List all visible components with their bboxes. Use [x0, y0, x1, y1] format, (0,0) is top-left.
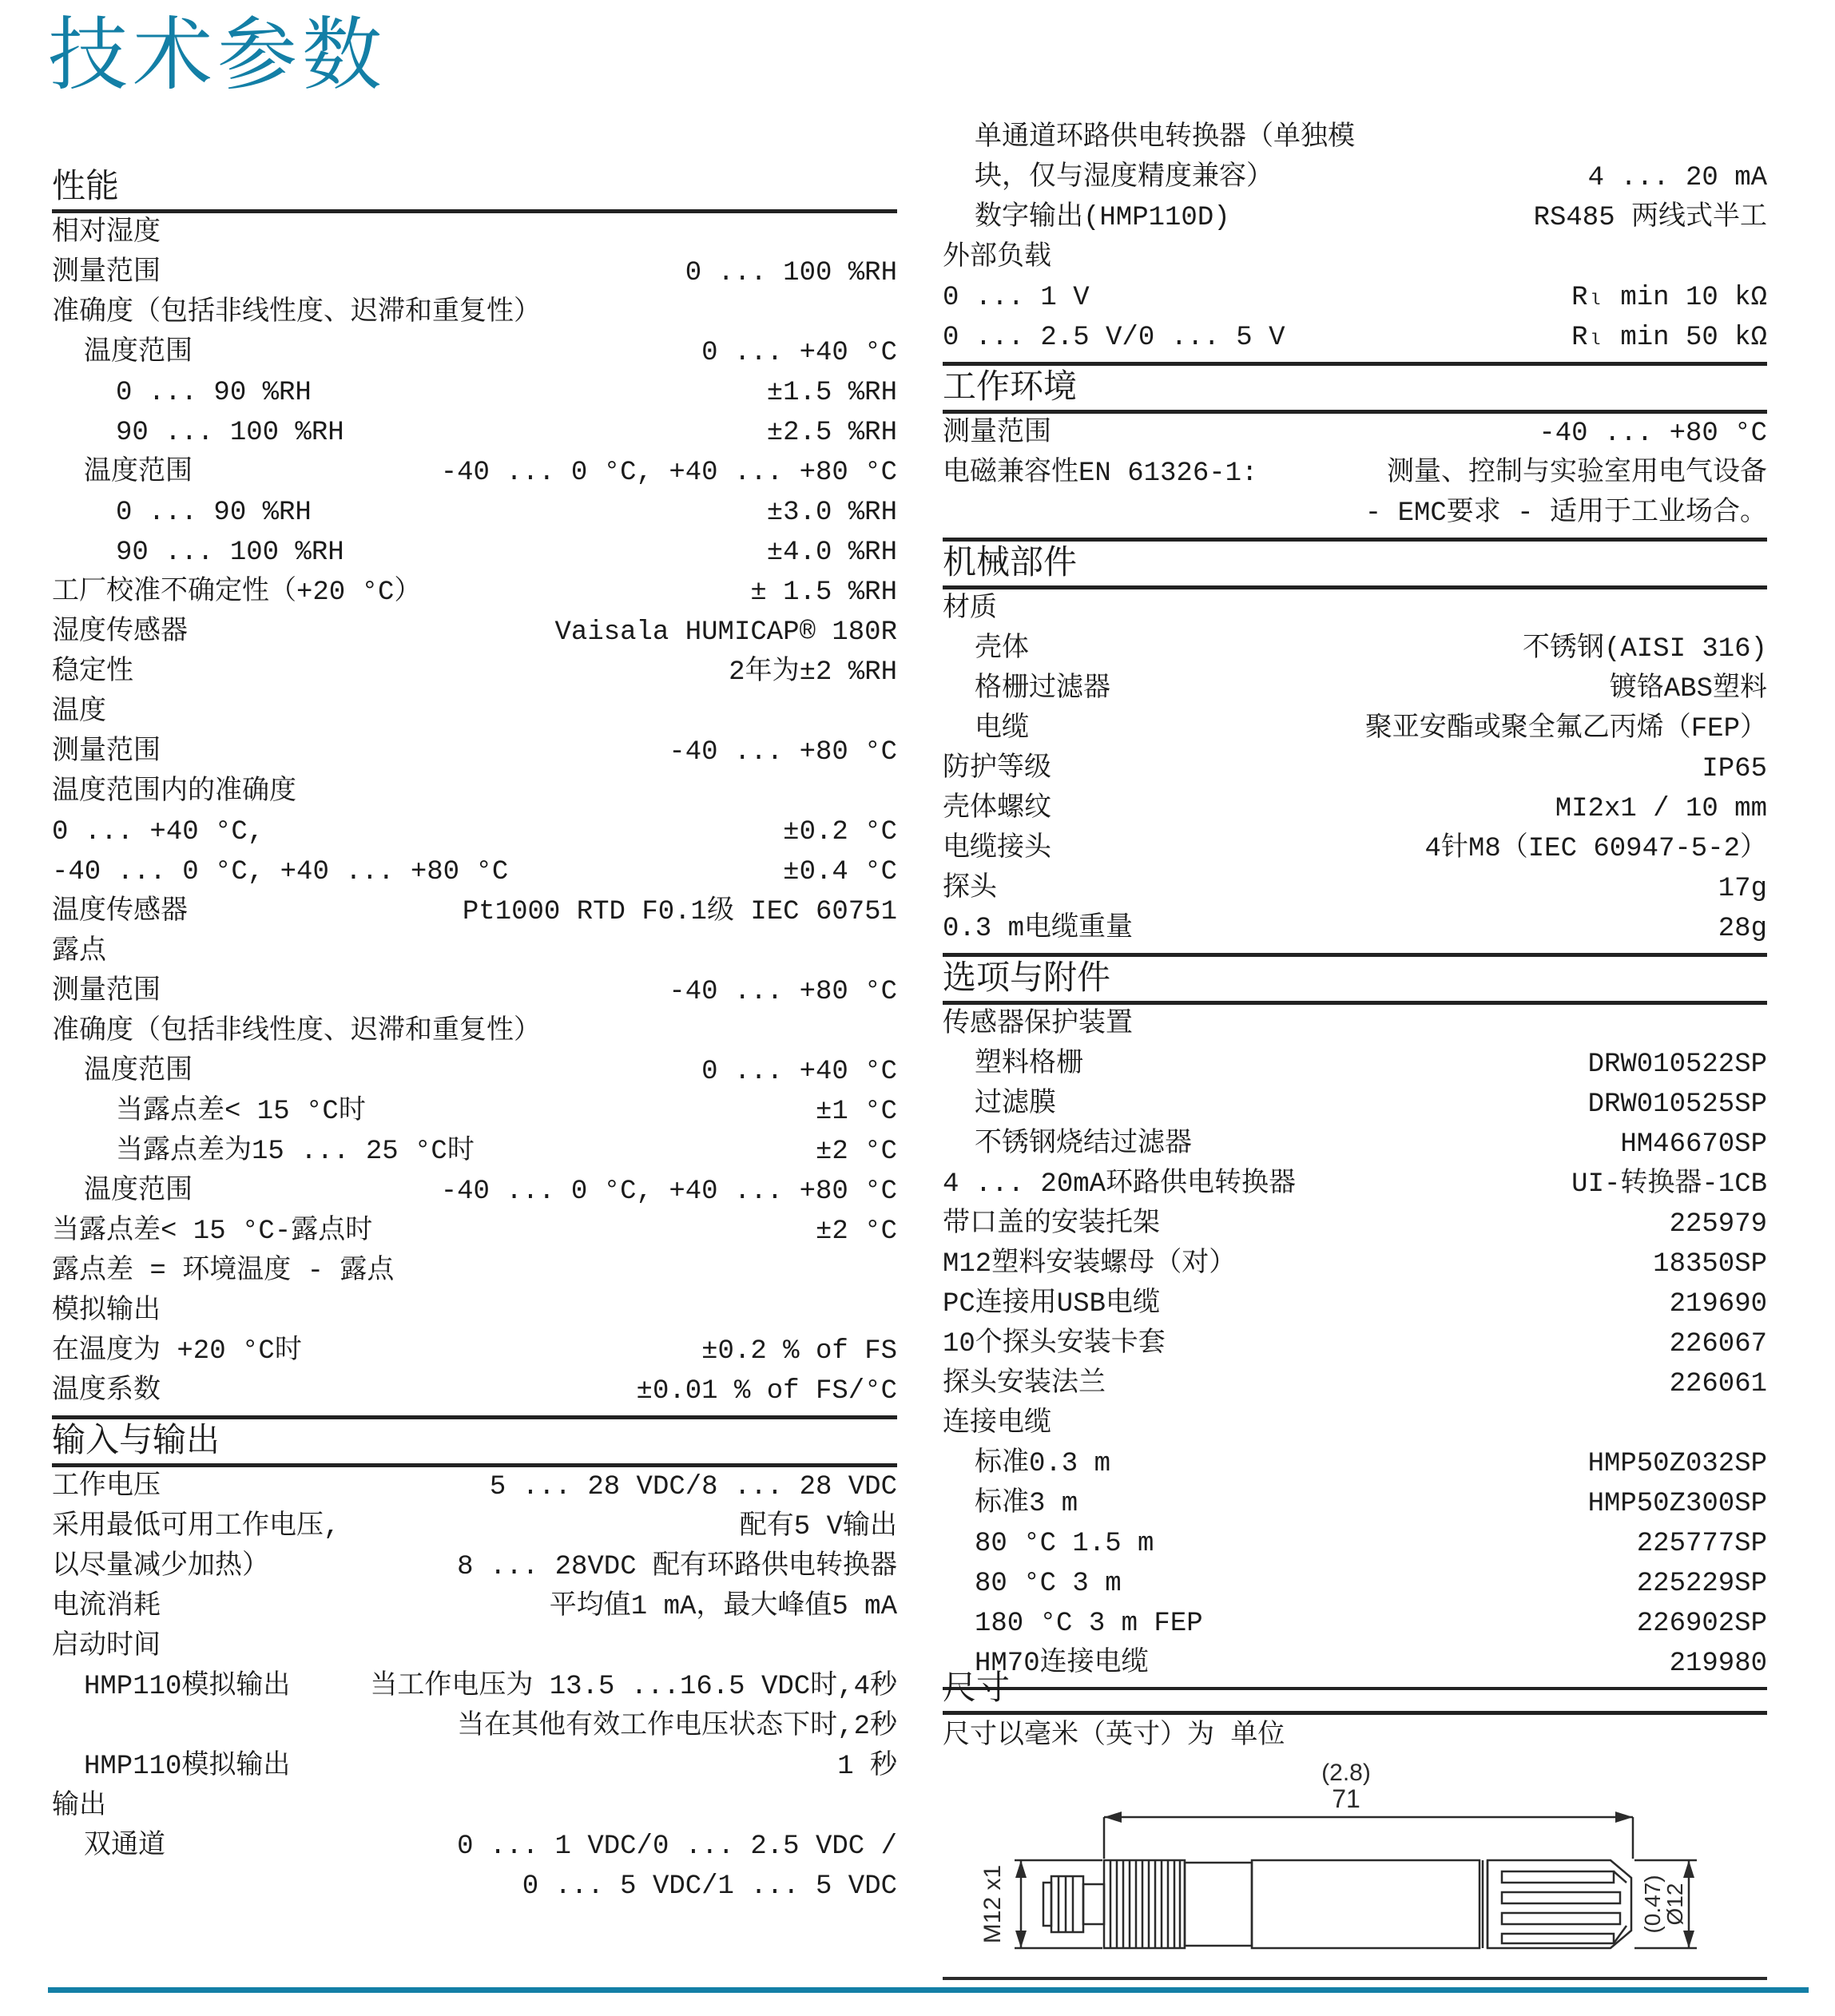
spec-value: 4 ... 20 mA	[1587, 163, 1767, 193]
spec-row	[52, 732, 897, 772]
spec-label: 工作电压	[52, 1472, 161, 1502]
spec-value: 226902SP	[1636, 1609, 1767, 1639]
spec-value: 226067	[1669, 1329, 1767, 1359]
diameter-inch-label: (0.47)	[1640, 1875, 1665, 1934]
spec-value: ±2 °C	[815, 1216, 897, 1247]
spec-row	[943, 454, 1767, 494]
spec-value: Rₗ min 50 kΩ	[1571, 323, 1767, 353]
spec-row	[52, 932, 897, 972]
spec-value: ±0.01 % of FS/°C	[636, 1376, 897, 1407]
probe-dimension-drawing	[943, 1756, 1767, 1972]
spec-value	[1133, 1005, 1767, 1045]
section-title: 性能	[52, 165, 897, 213]
spec-label: 标准3 m	[975, 1489, 1078, 1519]
spec-row	[52, 493, 897, 533]
spec-value: ±0.2 °C	[783, 817, 897, 847]
spec-value	[394, 1252, 897, 1292]
spec-label: 当露点差为15 ... 25 °C时	[116, 1137, 475, 1167]
section-title: 工作环境	[943, 362, 1767, 414]
section-title: 尺寸	[943, 1667, 1767, 1715]
spec-label: 0 ... 1 V	[943, 283, 1090, 313]
spec-row	[52, 1667, 897, 1707]
spec-label: 模拟输出	[52, 1296, 161, 1327]
spec-label: 露点差 = 环境温度 - 露点	[52, 1256, 395, 1287]
spec-value: Pt1000 RTD F0.1级 IEC 60751	[462, 897, 897, 927]
dimensions-section	[943, 1663, 1767, 1980]
spec-value: MI2x1 / 10 mm	[1555, 794, 1767, 824]
spec-label: 温度	[52, 697, 106, 728]
spec-label: 单通道环路供电转换器（单独模	[975, 123, 1355, 153]
spec-value: 0 ... 1 VDC/0 ... 2.5 VDC /	[457, 1831, 897, 1862]
spec-label: 电流消耗	[52, 1592, 161, 1622]
spec-row	[943, 1045, 1767, 1085]
diameter-mm-label: Ø12	[1662, 1883, 1687, 1926]
spec-value: DRW010525SP	[1587, 1089, 1767, 1120]
spec-label: 带口盖的安装托架	[943, 1209, 1160, 1240]
spec-row	[52, 1507, 897, 1547]
spec-value: ±0.4 °C	[783, 857, 897, 887]
spec-label: 0.3 m电缆重量	[943, 914, 1134, 944]
spec-row	[943, 1284, 1767, 1324]
spec-label: 准确度（包括非线性度、迟滞和重复性）	[52, 298, 541, 328]
spec-row	[52, 1867, 897, 1907]
spec-label: 0 ... 90 %RH	[116, 378, 312, 408]
spec-value	[161, 1627, 897, 1667]
spec-row	[52, 1052, 897, 1092]
spec-value: ±4.0 %RH	[766, 538, 897, 568]
spec-row	[52, 333, 897, 373]
spec-label: 温度范围	[84, 1177, 193, 1207]
section-title: 机械部件	[943, 538, 1767, 589]
spec-value	[106, 932, 897, 972]
spec-label: 测量范围	[52, 737, 161, 768]
spec-label: 块，仅与湿度精度兼容）	[975, 163, 1273, 193]
spec-label: 10个探头安装卡套	[943, 1329, 1166, 1359]
spec-label: 格栅过滤器	[975, 674, 1110, 704]
spec-row	[943, 1604, 1767, 1644]
spec-label: 0 ... 90 %RH	[116, 498, 312, 528]
spec-row	[943, 1564, 1767, 1604]
spec-value: HMP50Z032SP	[1587, 1449, 1767, 1479]
spec-row	[943, 829, 1767, 869]
spec-value: 226061	[1669, 1369, 1767, 1399]
spec-label: 探头	[943, 874, 997, 904]
spec-value	[161, 1292, 897, 1331]
spec-value: -40 ... +80 °C	[669, 977, 897, 1007]
spec-value: 17g	[1718, 874, 1767, 904]
spec-value: -40 ... +80 °C	[1539, 419, 1767, 449]
spec-row	[943, 1484, 1767, 1524]
spec-value	[296, 772, 897, 812]
spec-label: 启动时间	[52, 1632, 161, 1662]
spec-row	[943, 1085, 1767, 1125]
spec-row	[52, 253, 897, 293]
spec-row	[52, 1787, 897, 1827]
spec-label: 测量范围	[52, 258, 161, 288]
spec-value: 测量、控制与实验室用电气设备	[1387, 458, 1767, 489]
spec-row	[52, 1627, 897, 1667]
spec-label: 塑料格栅	[975, 1050, 1083, 1080]
spec-label: 壳体螺纹	[943, 794, 1051, 824]
spec-row	[943, 749, 1767, 789]
spec-label: 露点	[52, 937, 106, 967]
spec-value: ±2.5 %RH	[766, 418, 897, 448]
spec-value: 0 ... 5 VDC/1 ... 5 VDC	[522, 1871, 897, 1902]
spec-row	[943, 238, 1767, 278]
spec-value: HM46670SP	[1620, 1129, 1767, 1160]
spec-label: 稳定性	[52, 657, 133, 688]
spec-value: 平均值1 mA，最大峰值5 mA	[549, 1592, 897, 1622]
spec-row	[52, 1587, 897, 1627]
spec-value: ±3.0 %RH	[766, 498, 897, 528]
spec-value	[541, 293, 897, 333]
spec-row	[943, 1324, 1767, 1364]
spec-label: 测量范围	[52, 977, 161, 1007]
spec-label: 90 ... 100 %RH	[116, 538, 344, 568]
spec-row	[943, 1005, 1767, 1045]
spec-row	[943, 318, 1767, 358]
spec-value: UI-转换器-1CB	[1571, 1169, 1767, 1200]
spec-label: 传感器保护装置	[943, 1010, 1133, 1040]
spec-label: 防护等级	[943, 754, 1051, 784]
spec-value	[161, 213, 897, 253]
spec-row	[943, 1364, 1767, 1404]
spec-value: Vaisala HUMICAP® 180R	[554, 617, 897, 648]
spec-label: M12塑料安装螺母（对）	[943, 1249, 1237, 1280]
probe-outline	[1043, 1860, 1631, 1948]
spec-value	[541, 1012, 897, 1052]
spec-value: 配有5 V输出	[739, 1512, 897, 1542]
spec-row	[52, 812, 897, 852]
spec-value	[1051, 238, 1767, 278]
spec-label: 4 ... 20mA环路供电转换器	[943, 1169, 1297, 1200]
spec-row	[943, 198, 1767, 238]
spec-value: 1 秒	[837, 1752, 897, 1782]
spec-value: HMP50Z300SP	[1587, 1489, 1767, 1519]
spec-label: 温度系数	[52, 1376, 161, 1407]
spec-label: HM70连接电缆	[975, 1649, 1149, 1679]
spec-row	[943, 789, 1767, 829]
spec-row	[52, 1132, 897, 1172]
spec-label: 标准0.3 m	[975, 1449, 1111, 1479]
spec-value: 当工作电压为 13.5 ...16.5 VDC时,4秒	[370, 1672, 897, 1702]
spec-label: 材质	[943, 594, 997, 625]
spec-value	[997, 589, 1767, 629]
spec-label: 采用最低可用工作电压,	[52, 1512, 340, 1542]
spec-value: 5 ... 28 VDC/8 ... 28 VDC	[489, 1472, 897, 1502]
drawing-bottom-rule	[943, 1977, 1767, 1980]
spec-label: 壳体	[975, 634, 1029, 665]
spec-value: -40 ... 0 °C, +40 ... +80 °C	[440, 458, 897, 488]
spec-label: 以尽量减少加热）	[52, 1552, 269, 1582]
spec-label: -40 ... 0 °C, +40 ... +80 °C	[52, 857, 509, 887]
spec-label: 相对湿度	[52, 218, 161, 248]
spec-row	[943, 669, 1767, 709]
spec-label: 数字输出(HMP110D)	[975, 203, 1230, 233]
spec-label: 电缆接头	[943, 834, 1051, 864]
spec-label: 当露点差< 15 °C-露点时	[52, 1216, 373, 1247]
spec-row	[943, 629, 1767, 669]
spec-value: 219980	[1669, 1649, 1767, 1679]
spec-value: Rₗ min 10 kΩ	[1571, 283, 1767, 313]
spec-label: 在温度为 +20 °C时	[52, 1336, 302, 1367]
spec-value	[106, 693, 897, 732]
thread-size-label: M12 x1	[979, 1864, 1006, 1944]
spec-row	[943, 589, 1767, 629]
spec-row	[943, 278, 1767, 318]
spec-row	[52, 653, 897, 693]
spec-value: - EMC要求 - 适用于工业场合。	[1364, 498, 1767, 529]
spec-label: 湿度传感器	[52, 617, 188, 648]
spec-row	[52, 413, 897, 453]
dim-length-inch-label: (2.8)	[1321, 1760, 1371, 1786]
spec-value: 18350SP	[1653, 1249, 1767, 1280]
left-spec-column	[52, 161, 897, 1907]
spec-row	[52, 1252, 897, 1292]
spec-label: 90 ... 100 %RH	[116, 418, 344, 448]
spec-row	[52, 1467, 897, 1507]
spec-value: 225777SP	[1636, 1529, 1767, 1559]
spec-label: 输出	[52, 1792, 106, 1822]
spec-value: 28g	[1718, 914, 1767, 944]
spec-row	[52, 1092, 897, 1132]
spec-row	[52, 1212, 897, 1252]
spec-row	[52, 852, 897, 892]
spec-value: 聚亚安酯或聚全氟乙丙烯（FEP）	[1364, 714, 1767, 744]
spec-value: ±1 °C	[815, 1097, 897, 1127]
spec-row	[52, 1331, 897, 1371]
spec-label: 180 °C 3 m FEP	[975, 1609, 1203, 1639]
spec-label: HMP110模拟输出	[84, 1752, 291, 1782]
spec-label: 温度范围内的准确度	[52, 777, 296, 808]
spec-value: 4针M8（IEC 60947-5-2）	[1424, 834, 1767, 864]
spec-value: ±2 °C	[815, 1137, 897, 1167]
spec-row	[943, 1404, 1767, 1444]
page-title: 技术参数	[48, 11, 387, 100]
spec-value: 0 ... 100 %RH	[685, 258, 897, 288]
section-title: 选项与附件	[943, 953, 1767, 1005]
length-dimension-line	[1104, 1812, 1633, 1859]
spec-value: 当在其他有效工作电压状态下时,2秒	[457, 1712, 897, 1742]
spec-row	[52, 453, 897, 493]
spec-row	[52, 693, 897, 732]
spec-row	[943, 1204, 1767, 1244]
spec-label: 温度范围	[84, 338, 193, 368]
spec-label: 准确度（包括非线性度、迟滞和重复性）	[52, 1017, 541, 1047]
spec-value: 0 ... +40 °C	[701, 1057, 897, 1087]
spec-label: HMP110模拟输出	[84, 1672, 291, 1702]
spec-row	[52, 892, 897, 932]
spec-row	[943, 1524, 1767, 1564]
spec-label: 电缆	[975, 714, 1029, 744]
spec-row	[52, 573, 897, 613]
spec-value: 不锈钢(AISI 316)	[1522, 634, 1767, 665]
spec-label: 0 ... +40 °C,	[52, 817, 264, 847]
spec-row	[943, 414, 1767, 454]
spec-label: 连接电缆	[943, 1409, 1051, 1439]
spec-value: -40 ... 0 °C, +40 ... +80 °C	[440, 1177, 897, 1207]
dimensions-note: 尺寸以毫米（英寸）为 单位	[943, 1721, 1285, 1752]
spec-value: -40 ... +80 °C	[669, 737, 897, 768]
spec-value: 镀铬ABS塑料	[1609, 674, 1767, 704]
spec-row	[52, 373, 897, 413]
spec-row	[943, 1444, 1767, 1484]
spec-label: 80 °C 1.5 m	[975, 1529, 1154, 1559]
spec-value: ±1.5 %RH	[766, 378, 897, 408]
spec-label: 测量范围	[943, 419, 1051, 449]
spec-row	[52, 293, 897, 333]
spec-label: 温度传感器	[52, 897, 188, 927]
spec-row	[52, 1707, 897, 1747]
spec-value: DRW010522SP	[1587, 1050, 1767, 1080]
spec-row	[943, 709, 1767, 749]
spec-label: 80 °C 3 m	[975, 1569, 1122, 1599]
spec-value: 225229SP	[1636, 1569, 1767, 1599]
spec-row	[943, 869, 1767, 909]
spec-label: 温度范围	[84, 1057, 193, 1087]
spec-label: 电磁兼容性EN 61326-1:	[943, 458, 1258, 489]
spec-row	[52, 1012, 897, 1052]
spec-value: RS485 两线式半工	[1533, 203, 1767, 233]
spec-row	[943, 1165, 1767, 1204]
spec-value: 2年为±2 %RH	[729, 657, 897, 688]
spec-value: 225979	[1669, 1209, 1767, 1240]
spec-row	[943, 909, 1767, 949]
spec-row	[52, 1827, 897, 1867]
spec-row	[52, 1371, 897, 1411]
spec-label: 外部负载	[943, 243, 1051, 273]
spec-row	[52, 213, 897, 253]
spec-label: 0 ... 2.5 V/0 ... 5 V	[943, 323, 1285, 353]
right-spec-column	[943, 118, 1767, 1690]
spec-row	[943, 494, 1767, 534]
spec-value: IP65	[1702, 754, 1767, 784]
spec-row	[52, 1747, 897, 1787]
spec-value: 8 ... 28VDC 配有环路供电转换器	[457, 1552, 897, 1582]
spec-row	[943, 1125, 1767, 1165]
spec-row	[52, 613, 897, 653]
page-footer-divider	[48, 1987, 1809, 1993]
spec-value	[1355, 118, 1767, 158]
spec-label: 当露点差< 15 °C时	[116, 1097, 366, 1127]
spec-row	[52, 1292, 897, 1331]
spec-value: ± 1.5 %RH	[750, 577, 897, 608]
spec-label: 温度范围	[84, 458, 193, 488]
spec-label: 过滤膜	[975, 1089, 1056, 1120]
spec-row	[52, 1547, 897, 1587]
spec-row	[52, 972, 897, 1012]
spec-label: 工厂校准不确定性（+20 °C）	[52, 577, 422, 608]
spec-label: 探头安装法兰	[943, 1369, 1106, 1399]
spec-value: 0 ... +40 °C	[701, 338, 897, 368]
spec-row	[943, 1244, 1767, 1284]
spec-row	[943, 118, 1767, 158]
spec-row	[52, 772, 897, 812]
spec-row	[52, 1172, 897, 1212]
spec-value: ±0.2 % of FS	[701, 1336, 897, 1367]
spec-label: 双通道	[84, 1831, 165, 1862]
spec-row	[943, 158, 1767, 198]
spec-value: 219690	[1669, 1289, 1767, 1320]
spec-row	[52, 533, 897, 573]
spec-label: PC连接用USB电缆	[943, 1289, 1161, 1320]
spec-value	[106, 1787, 897, 1827]
dim-length-mm-label: 71	[1332, 1784, 1360, 1813]
spec-value	[1051, 1404, 1767, 1444]
spec-label: 不锈钢烧结过滤器	[975, 1129, 1192, 1160]
section-title: 输入与输出	[52, 1415, 897, 1467]
